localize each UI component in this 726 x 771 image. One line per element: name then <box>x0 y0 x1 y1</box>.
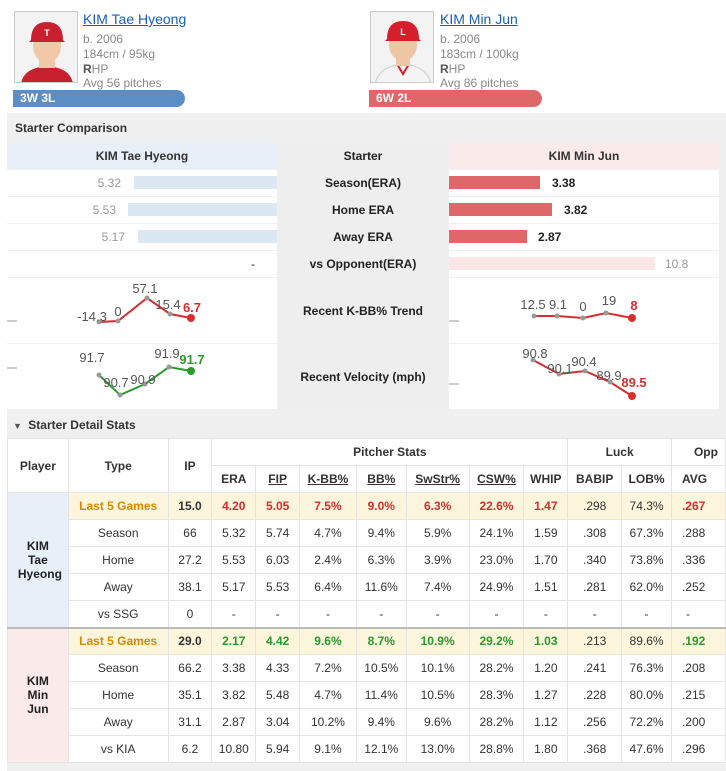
stat-cell: .256 <box>568 709 622 736</box>
trend-point <box>581 316 586 321</box>
svg-text:T: T <box>44 28 50 38</box>
stat-cell: .288 <box>671 520 725 547</box>
stat-cell: 3.9% <box>406 547 469 574</box>
row-label: Home ERA <box>331 203 394 217</box>
trend-label: 19 <box>601 293 617 308</box>
col-player: Player <box>8 439 69 493</box>
group-opp: Opp <box>671 439 725 466</box>
trend-label: 90.9 <box>130 372 156 387</box>
row-ip: 27.2 <box>168 547 212 574</box>
stat-cell: 5.17 <box>212 574 256 601</box>
trend-label: 90.4 <box>571 354 597 369</box>
stat-cell: 6.3% <box>356 547 406 574</box>
col-bb[interactable] <box>356 466 406 493</box>
stat-cell: 72.2% <box>622 709 672 736</box>
row-label: Season(ERA) <box>324 176 401 190</box>
stat-cell: 23.0% <box>469 547 524 574</box>
trend-point <box>168 312 173 317</box>
right-value: 2.87 <box>538 230 562 244</box>
stat-cell: 24.1% <box>469 520 524 547</box>
stat-cell: 11.6% <box>356 574 406 601</box>
stat-cell: 5.53 <box>212 547 256 574</box>
trend-label: 0 <box>579 299 587 314</box>
trend-label: 0 <box>114 304 122 319</box>
left-bar <box>128 203 277 216</box>
stat-cell: 1.70 <box>524 547 568 574</box>
velo-trend-right <box>449 344 719 409</box>
right-player-born: b. 2006 <box>440 32 481 46</box>
col-csw[interactable] <box>469 466 524 493</box>
trend-label-last: 6.7 <box>182 300 202 315</box>
row-type: vs KIA <box>68 736 168 763</box>
compare-row-left <box>7 197 277 223</box>
stat-cell: - <box>256 601 300 628</box>
stat-cell: 10.1% <box>406 655 469 682</box>
stat-cell: 8.7% <box>356 628 406 655</box>
col-ip: IP <box>168 439 212 493</box>
col-babip: BABIP <box>568 466 622 493</box>
stat-cell: 80.0% <box>622 682 672 709</box>
row-type: Last 5 Games <box>68 628 168 655</box>
table-row <box>8 601 726 628</box>
stat-cell: 12.1% <box>356 736 406 763</box>
row-ip: 66.2 <box>168 655 212 682</box>
stat-cell: 13.0% <box>406 736 469 763</box>
right-player-name-link[interactable]: KIM Min Jun <box>440 11 518 27</box>
stat-cell: 11.4% <box>356 682 406 709</box>
stat-cell: 9.1% <box>300 736 357 763</box>
stat-cell: 7.2% <box>300 655 357 682</box>
col-swstr-label: SwStr% <box>415 472 460 486</box>
stat-cell: .208 <box>671 655 725 682</box>
stat-cell: - <box>622 601 672 628</box>
compare-left-name: KIM Tae Hyeong <box>95 149 189 163</box>
group-pitcher-stats: Pitcher Stats <box>212 439 568 466</box>
left-player-born: b. 2006 <box>83 32 124 46</box>
trend-point <box>604 311 609 316</box>
trend-label-last: 8 <box>630 298 638 313</box>
right-value: 3.82 <box>564 203 588 217</box>
stat-cell: 5.48 <box>256 682 300 709</box>
row-type: Season <box>68 655 168 682</box>
left-player-record-bar: 3W 3L <box>13 90 185 107</box>
player-photo-right <box>370 11 434 83</box>
trend-label: 89.9 <box>596 368 622 383</box>
stat-cell: 3.04 <box>256 709 300 736</box>
stat-cell: 62.0% <box>622 574 672 601</box>
table-row <box>8 709 726 736</box>
trend-point-last <box>628 392 636 400</box>
stat-cell: 4.33 <box>256 655 300 682</box>
stat-cell: 6.03 <box>256 547 300 574</box>
stat-cell: .241 <box>568 655 622 682</box>
stat-cell: 5.9% <box>406 520 469 547</box>
detail-stats-toggle[interactable] <box>13 418 136 432</box>
stat-cell: 1.27 <box>524 682 568 709</box>
stat-cell: 4.7% <box>300 682 357 709</box>
kbb-trend-right <box>449 278 719 343</box>
compare-right-name: KIM Min Jun <box>548 149 620 163</box>
compare-row-label <box>278 278 448 343</box>
velo-trend-left <box>7 344 277 409</box>
trend-point <box>583 369 588 374</box>
col-avg: AVG <box>671 466 725 493</box>
stat-cell: 47.6% <box>622 736 672 763</box>
row-ip: 31.1 <box>168 709 212 736</box>
row-type: Away <box>68 709 168 736</box>
trend-label: 90.7 <box>103 375 129 390</box>
right-player-body: 183cm / 100kg <box>440 47 519 61</box>
row-label: Recent K-BB% Trend <box>302 303 424 318</box>
trend-point <box>555 314 560 319</box>
row-type: Home <box>68 682 168 709</box>
col-whip: WHIP <box>524 466 568 493</box>
stat-cell: - <box>356 601 406 628</box>
left-player-avg-pitches: Avg 56 pitches <box>83 76 162 90</box>
player-cell <box>8 493 69 628</box>
compare-row-right <box>449 251 719 277</box>
player-cell <box>8 628 69 763</box>
trend-label: -14.3 <box>77 309 107 324</box>
col-bb-label: BB% <box>367 472 396 486</box>
kbb-trend-left <box>7 278 277 343</box>
compare-row-label <box>278 344 448 409</box>
stat-cell: 28.2% <box>469 655 524 682</box>
right-player-avg-pitches: Avg 86 pitches <box>440 76 519 90</box>
stat-cell: 1.47 <box>524 493 568 520</box>
stat-cell: 9.0% <box>356 493 406 520</box>
left-value: 5.17 <box>101 230 125 244</box>
trend-label: 90.8 <box>522 346 548 361</box>
trend-label: 57.1 <box>132 281 158 296</box>
stat-cell: 6.4% <box>300 574 357 601</box>
trend-label: 9.1 <box>548 297 568 312</box>
stat-cell: 67.3% <box>622 520 672 547</box>
compare-row-right <box>449 224 719 250</box>
stat-cell: - <box>300 601 357 628</box>
stat-cell: 4.20 <box>212 493 256 520</box>
row-type: Away <box>68 574 168 601</box>
detail-stats-table <box>7 438 726 763</box>
left-bar <box>138 230 277 243</box>
table-row <box>8 655 726 682</box>
stat-cell: .298 <box>568 493 622 520</box>
triangle-down-icon: ▼ <box>13 421 22 431</box>
right-player-record-bar: 6W 2L <box>369 90 542 107</box>
player-photo-left <box>14 11 78 83</box>
table-row <box>8 574 726 601</box>
compare-header-right <box>449 143 719 169</box>
stat-cell: 5.74 <box>256 520 300 547</box>
stat-cell: .368 <box>568 736 622 763</box>
stat-cell: - <box>212 601 256 628</box>
row-ip: 29.0 <box>168 628 212 655</box>
stat-cell: 3.82 <box>212 682 256 709</box>
stat-cell: .215 <box>671 682 725 709</box>
compare-row-label <box>278 224 448 250</box>
right-value: 3.38 <box>552 176 576 190</box>
trend-label: 91.7 <box>79 350 105 365</box>
stat-cell: - <box>406 601 469 628</box>
stat-cell: 9.6% <box>300 628 357 655</box>
compare-row-left <box>7 251 277 277</box>
compare-row-label <box>278 197 448 223</box>
stat-cell: .252 <box>671 574 725 601</box>
stat-cell: 76.3% <box>622 655 672 682</box>
right-bar <box>449 203 552 216</box>
stat-cell: 1.12 <box>524 709 568 736</box>
starter-comparison-title: Starter Comparison <box>15 121 128 135</box>
velo-trend-left-chart <box>7 344 277 409</box>
compare-row-right <box>449 197 719 223</box>
trend-point <box>532 314 537 319</box>
stat-cell: .228 <box>568 682 622 709</box>
stat-cell: 73.8% <box>622 547 672 574</box>
table-row <box>8 628 726 655</box>
row-type: Season <box>68 520 168 547</box>
trend-label: 91.9 <box>154 346 180 361</box>
stat-cell: - <box>671 601 725 628</box>
stat-cell: 4.7% <box>300 520 357 547</box>
table-row <box>8 736 726 763</box>
left-player-name-link[interactable]: KIM Tae Hyeong <box>83 11 187 27</box>
stat-cell: 1.51 <box>524 574 568 601</box>
col-k-bb[interactable] <box>300 466 357 493</box>
compare-row-label <box>278 251 448 277</box>
right-bar <box>449 230 527 243</box>
stat-cell: .336 <box>671 547 725 574</box>
left-value: 5.53 <box>92 203 116 217</box>
right-bar <box>449 257 655 270</box>
row-ip: 0 <box>168 601 212 628</box>
left-player-body: 184cm / 95kg <box>83 47 156 61</box>
hand-initial: R <box>440 62 449 76</box>
trend-point-last <box>187 367 195 375</box>
trend-point-last <box>187 314 195 322</box>
stat-cell: 5.94 <box>256 736 300 763</box>
stat-cell: .296 <box>671 736 725 763</box>
stat-cell: 7.4% <box>406 574 469 601</box>
stat-cell: 1.59 <box>524 520 568 547</box>
stat-cell: .200 <box>671 709 725 736</box>
right-value: 10.8 <box>665 257 689 271</box>
svg-text:L: L <box>400 27 406 37</box>
stat-cell: 2.4% <box>300 547 357 574</box>
stat-cell: 10.5% <box>406 682 469 709</box>
stat-cell: 2.87 <box>212 709 256 736</box>
kbb-trend-right-chart <box>449 278 719 343</box>
stat-cell: 10.9% <box>406 628 469 655</box>
trend-point <box>145 296 150 301</box>
trend-label: 15.4 <box>155 297 181 312</box>
stat-cell: - <box>469 601 524 628</box>
stat-cell: 5.05 <box>256 493 300 520</box>
right-bar <box>449 176 540 189</box>
trend-point <box>97 373 102 378</box>
compare-row-left <box>7 170 277 196</box>
stat-cell: 10.2% <box>300 709 357 736</box>
row-label: Recent Velocity (mph) <box>300 369 426 384</box>
table-row <box>8 547 726 574</box>
kbb-trend-left-chart <box>7 278 277 343</box>
stat-cell: 10.5% <box>356 655 406 682</box>
hand-rest: HP <box>91 62 109 76</box>
stat-cell: 2.17 <box>212 628 256 655</box>
table-row <box>8 493 726 520</box>
stat-cell: .281 <box>568 574 622 601</box>
row-label: vs Opponent(ERA) <box>309 257 417 271</box>
col-csw-label: CSW% <box>477 472 516 486</box>
stat-cell: 7.5% <box>300 493 357 520</box>
stat-cell: 5.32 <box>212 520 256 547</box>
table-row <box>8 682 726 709</box>
compare-header-mid <box>278 143 448 169</box>
stat-cell: 74.3% <box>622 493 672 520</box>
row-ip: 6.2 <box>168 736 212 763</box>
col-type: Type <box>68 439 168 493</box>
col-fip[interactable] <box>256 466 300 493</box>
stat-cell: 1.20 <box>524 655 568 682</box>
hand-initial: R <box>83 62 92 76</box>
row-label: Away ERA <box>333 230 393 244</box>
trend-point-last <box>628 314 636 322</box>
stat-cell: 29.2% <box>469 628 524 655</box>
stat-cell: .267 <box>671 493 725 520</box>
stat-cell: .340 <box>568 547 622 574</box>
col-fip-label: FIP <box>268 472 287 486</box>
stat-cell: 9.4% <box>356 709 406 736</box>
player-name: KIM Tae Hyeong <box>17 538 62 581</box>
detail-stats-title: Starter Detail Stats <box>28 418 136 432</box>
compare-row-label <box>278 170 448 196</box>
trend-label-last: 91.7 <box>179 352 205 367</box>
trend-point <box>118 393 123 398</box>
stat-cell: 4.42 <box>256 628 300 655</box>
group-luck: Luck <box>568 439 672 466</box>
stat-cell: 5.53 <box>256 574 300 601</box>
player-avatar-icon <box>15 12 78 83</box>
col-era: ERA <box>212 466 256 493</box>
stat-cell: 9.4% <box>356 520 406 547</box>
velo-trend-right-chart <box>449 344 719 409</box>
compare-header-left <box>7 143 277 169</box>
trend-point <box>167 365 172 370</box>
row-ip: 15.0 <box>168 493 212 520</box>
compare-row-left <box>7 224 277 250</box>
stat-cell: .192 <box>671 628 725 655</box>
stat-cell: 3.38 <box>212 655 256 682</box>
row-type: Home <box>68 547 168 574</box>
stat-cell: .308 <box>568 520 622 547</box>
row-type: vs SSG <box>68 601 168 628</box>
stat-cell: .213 <box>568 628 622 655</box>
row-ip: 38.1 <box>168 574 212 601</box>
left-bar <box>134 176 277 189</box>
stat-cell: - <box>524 601 568 628</box>
left-value: 5.32 <box>97 176 121 190</box>
stat-cell: - <box>568 601 622 628</box>
trend-label-last: 89.5 <box>621 375 647 390</box>
stat-cell: 28.2% <box>469 709 524 736</box>
table-row <box>8 520 726 547</box>
stat-cell: 22.6% <box>469 493 524 520</box>
compare-row-right <box>449 170 719 196</box>
stat-cell: 28.3% <box>469 682 524 709</box>
row-ip: 66 <box>168 520 212 547</box>
stat-cell: 10.80 <box>212 736 256 763</box>
trend-point <box>116 319 121 324</box>
hand-rest: HP <box>448 62 466 76</box>
col-swstr[interactable] <box>406 466 469 493</box>
compare-mid-label: Starter <box>343 149 383 163</box>
player-avatar-icon <box>371 12 434 83</box>
stat-cell: 28.8% <box>469 736 524 763</box>
row-ip: 35.1 <box>168 682 212 709</box>
stat-cell: 1.80 <box>524 736 568 763</box>
trend-label: 12.5 <box>520 297 546 312</box>
col-lob: LOB% <box>622 466 672 493</box>
left-value: - <box>251 257 255 271</box>
stat-cell: 1.03 <box>524 628 568 655</box>
stat-cell: 24.9% <box>469 574 524 601</box>
row-type: Last 5 Games <box>68 493 168 520</box>
col-k-bb-label: K-BB% <box>307 472 349 486</box>
player-name: KIM Min Jun <box>26 674 49 717</box>
stat-cell: 6.3% <box>406 493 469 520</box>
trend-label: 90.1 <box>547 361 573 376</box>
stat-cell: 89.6% <box>622 628 672 655</box>
stat-cell: 9.6% <box>406 709 469 736</box>
